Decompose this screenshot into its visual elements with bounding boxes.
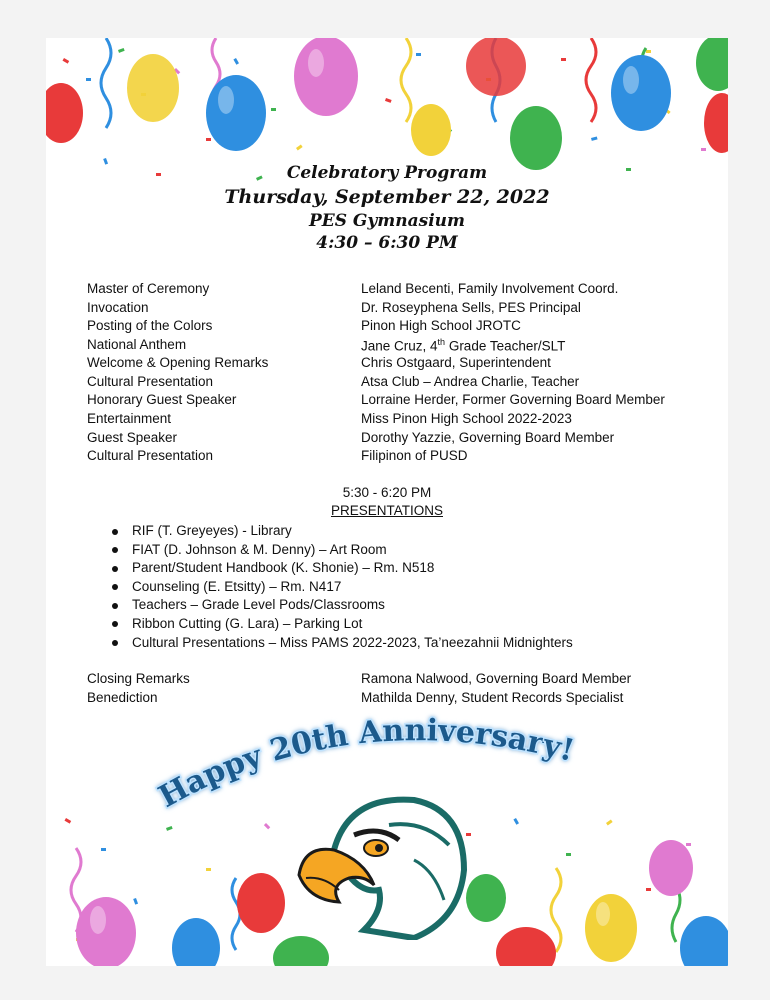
closing-person: Ramona Nalwood, Governing Board Member [361,671,632,686]
presentations-heading: PRESENTATIONS [330,503,443,518]
list-item [106,522,573,541]
program-title: Celebratory Program [286,163,488,183]
closing-row [87,690,707,708]
bullet-icon [112,529,118,535]
program-role: National Anthem [87,337,187,352]
program-row [87,430,707,448]
list-item-text: Cultural Presentations – Miss PAMS 2022-2023, Ta’neezahnii Midnighters [132,634,573,650]
program-person: Miss Pinon High School 2022-2023 [361,411,572,426]
program-row [87,355,707,373]
closing-role: Benediction [87,690,158,705]
program-row [87,392,707,410]
presentations-list [106,522,573,652]
program-person: Chris Ostgaard, Superintendent [361,355,551,370]
program-role: Posting of the Colors [87,318,213,333]
bullet-icon [112,603,118,609]
program-person: Pinon High School JROTC [361,318,521,333]
program-row [87,337,707,355]
event-date: Thursday, September 22, 2022 [224,186,550,208]
event-location: PES Gymnasium [308,211,466,231]
program-person: Filipinon of PUSD [361,448,468,463]
list-item [106,559,573,578]
program-person: Jane Cruz, 4 [361,338,438,354]
program-person: Lorraine Herder, Former Governing Board Member [361,392,665,407]
bullet-icon [112,584,118,590]
bullet-icon [112,640,118,646]
closing-person: Mathilda Denny, Student Records Specialist [361,690,624,705]
list-item-text: FIAT (D. Johnson & M. Denny) – Art Room [132,541,387,557]
closing-row [87,671,707,689]
list-item [106,578,573,597]
presentations-time: 5:30 - 6:20 PM [342,485,432,500]
bullet-icon [112,566,118,572]
program-role: Guest Speaker [87,430,178,445]
program-role: Cultural Presentation [87,374,214,389]
program-row [87,281,707,299]
program-row [87,411,707,429]
program-role: Welcome & Opening Remarks [87,355,269,370]
list-item-text: RIF (T. Greyeyes) - Library [132,523,292,538]
program-role: Cultural Presentation [87,448,214,463]
list-item-text: Ribbon Cutting (G. Lara) – Parking Lot [132,615,363,631]
program-row [87,300,707,318]
streamers-top [101,38,650,134]
program-row [87,374,707,392]
list-item [106,615,573,634]
program-person: Dr. Roseyphena Sells, PES Principal [361,300,581,315]
list-item [106,596,573,615]
list-item [106,541,573,560]
ordinal-suffix: th [437,337,446,347]
list-item-text: Counseling (E. Etsitty) – Rm. N417 [132,578,342,594]
program-row [87,318,707,336]
program-role: Honorary Guest Speaker [87,392,237,407]
program-role: Entertainment [87,411,172,426]
list-item [106,634,573,653]
program-person: Atsa Club – Andrea Charlie, Teacher [361,374,580,389]
program-person: Leland Becenti, Family Involvement Coord. [361,281,619,296]
program-row [87,448,707,466]
bullet-icon [112,621,118,627]
balloons-top [46,38,728,170]
program-person: Dorothy Yazzie, Governing Board Member [361,430,615,445]
closing-role: Closing Remarks [87,671,190,686]
program-page [46,38,728,966]
anniversary-textpath: Happy 20th Anniversary! [153,713,578,815]
event-time: 4:30 – 6:30 PM [316,233,458,253]
program-person-rest: Grade Teacher/SLT [445,338,566,354]
program-person-compound [361,337,565,354]
list-item-text: Teachers – Grade Level Pods/Classrooms [132,597,385,613]
bullet-icon [112,547,118,553]
list-item-text: Parent/Student Handbook (K. Shonie) – Rm. N518 [132,560,435,576]
program-role: Master of Ceremony [87,281,210,296]
eagle-mascot-icon [294,790,474,940]
program-role: Invocation [87,300,149,315]
